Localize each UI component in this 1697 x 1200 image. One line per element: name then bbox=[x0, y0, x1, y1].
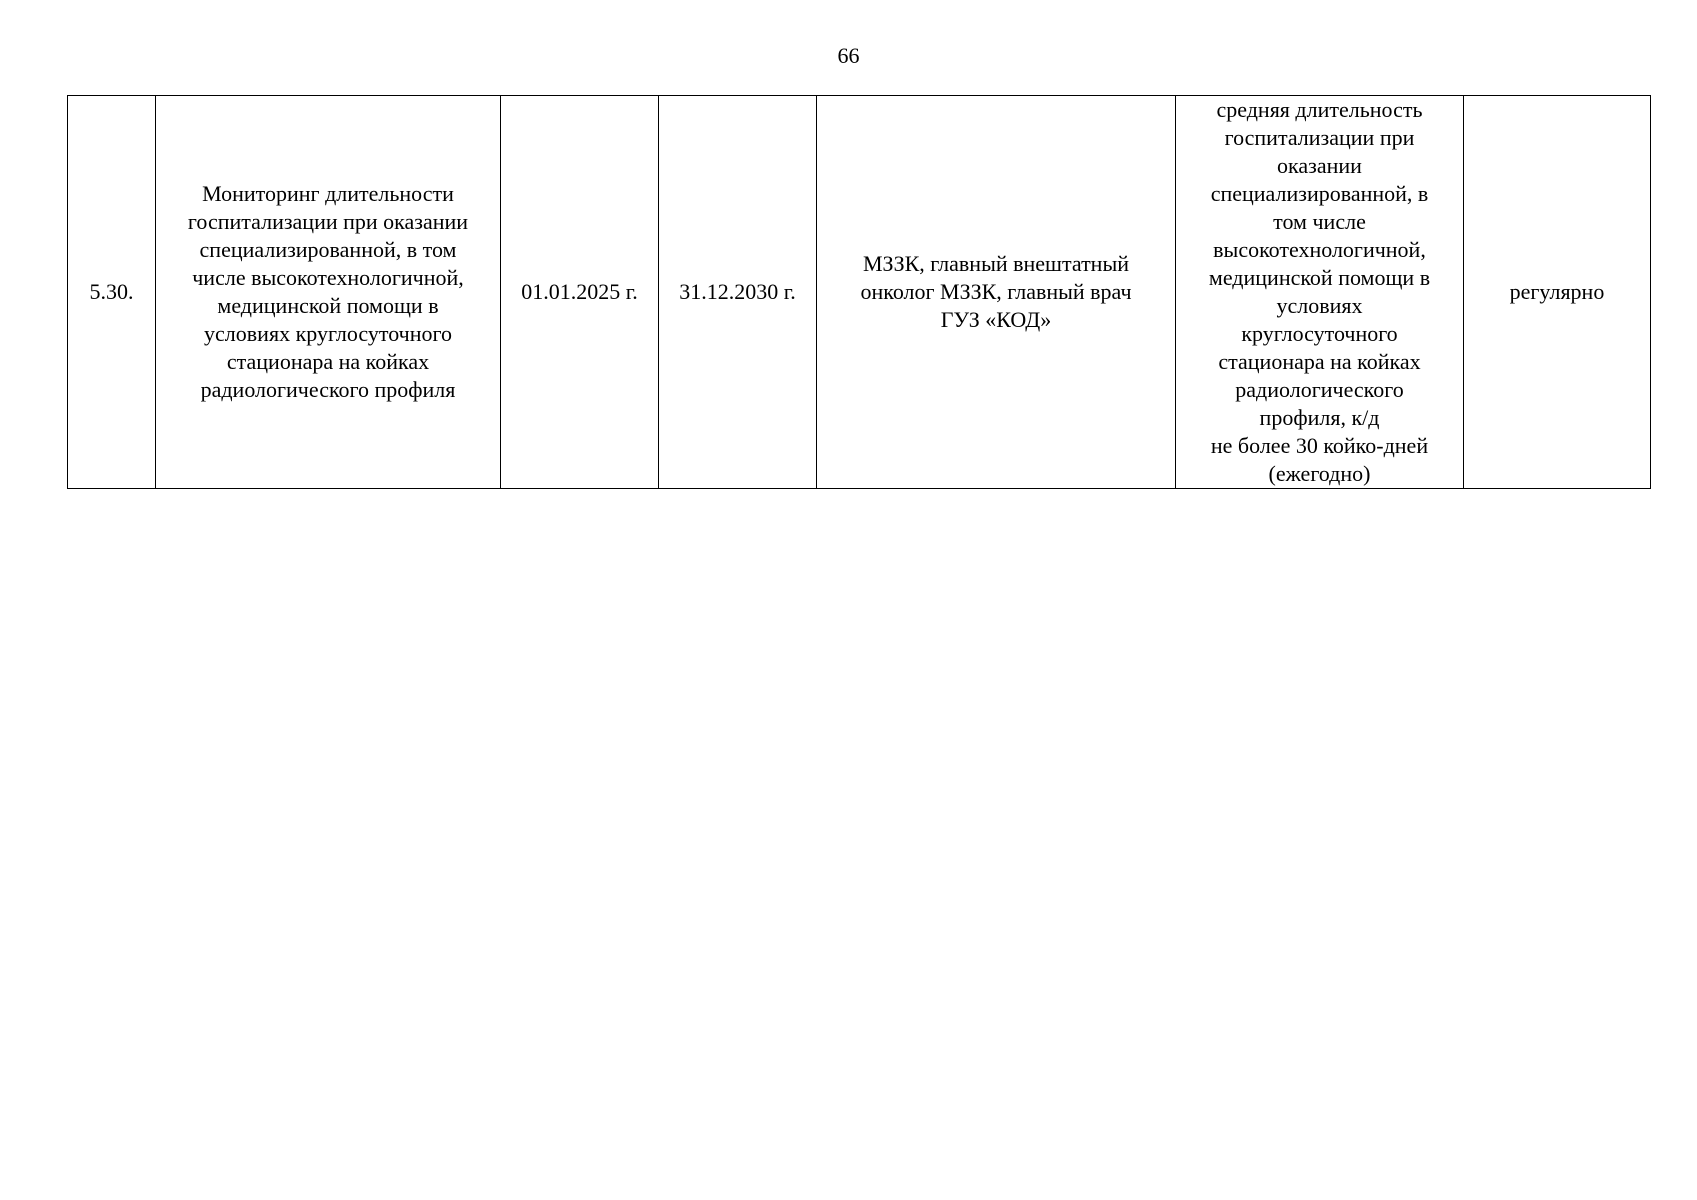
indicator-line: специализированной, в bbox=[1210, 181, 1429, 206]
activity-line: Мониторинг длительности bbox=[202, 181, 454, 206]
activity-line: числе высокотехнологичной, bbox=[192, 265, 464, 290]
activity-line: условиях круглосуточного bbox=[204, 321, 452, 346]
end-date: 31.12.2030 г. bbox=[679, 279, 796, 304]
indicator-line: условиях bbox=[1276, 293, 1363, 318]
indicator-line: не более 30 койко-дней bbox=[1210, 433, 1429, 458]
activity-line: радиологического профиля bbox=[200, 377, 456, 402]
plan-table bbox=[67, 95, 1651, 489]
indicator-line: высокотехнологичной, bbox=[1213, 237, 1426, 262]
row-number-cell bbox=[68, 96, 156, 489]
indicator-line: средняя длительность bbox=[1216, 97, 1423, 122]
start-date-cell bbox=[501, 96, 659, 489]
indicator-line: оказании bbox=[1277, 153, 1362, 178]
responsible-line: МЗЗК, главный внештатный bbox=[862, 251, 1130, 276]
end-date-cell bbox=[659, 96, 817, 489]
activity-line: специализированной, в том bbox=[199, 237, 457, 262]
table-row bbox=[68, 96, 1651, 489]
indicator-line: том числе bbox=[1273, 209, 1366, 234]
responsible-line: онколог МЗЗК, главный врач bbox=[860, 279, 1132, 304]
activity-line: госпитализации при оказании bbox=[187, 209, 469, 234]
frequency: регулярно bbox=[1509, 279, 1605, 304]
indicator-line: (ежегодно) bbox=[1268, 461, 1371, 486]
responsible-line: ГУЗ «КОД» bbox=[940, 307, 1052, 332]
start-date: 01.01.2025 г. bbox=[521, 279, 638, 304]
frequency-cell bbox=[1464, 96, 1651, 489]
indicator-line: профиля, к/д bbox=[1259, 405, 1380, 430]
row-number: 5.30. bbox=[89, 279, 134, 304]
activity-line: медицинской помощи в bbox=[217, 293, 439, 318]
indicator-line: стационара на койках bbox=[1218, 349, 1421, 374]
responsible-cell bbox=[817, 96, 1176, 489]
indicator-cell bbox=[1176, 96, 1464, 489]
indicator-line: круглосуточного bbox=[1241, 321, 1398, 346]
indicator-line: медицинской помощи в bbox=[1208, 265, 1431, 290]
activity-cell bbox=[156, 96, 501, 489]
indicator-line: госпитализации при bbox=[1224, 125, 1415, 150]
page-number: 66 bbox=[837, 43, 860, 68]
indicator-line: радиологического bbox=[1235, 377, 1404, 402]
activity-line: стационара на койках bbox=[226, 349, 430, 374]
